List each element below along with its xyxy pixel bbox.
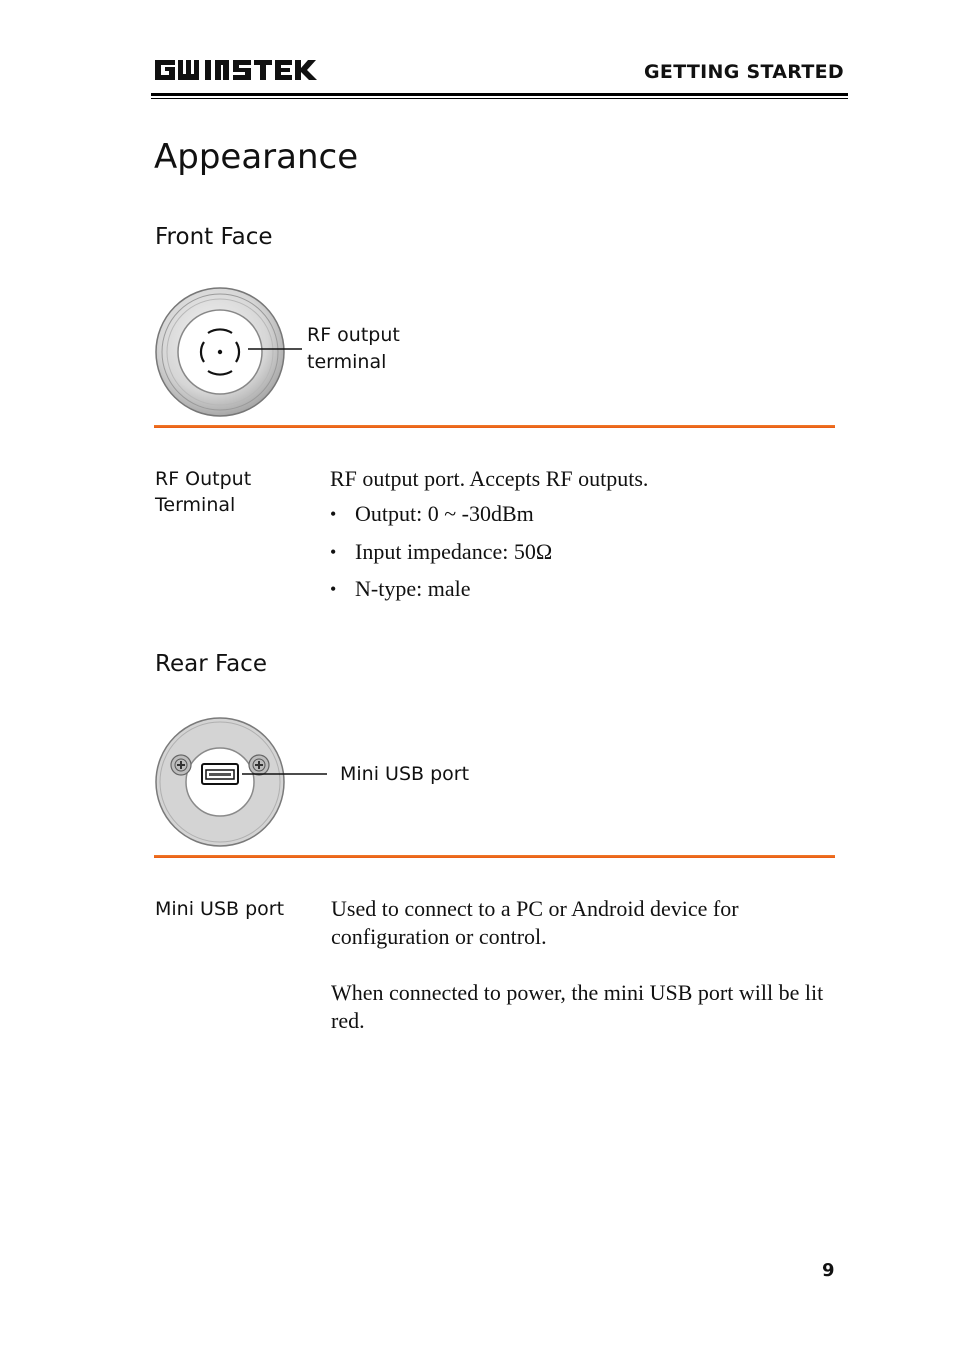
front-face-heading: Front Face <box>155 224 273 250</box>
page-number: 9 <box>822 1260 835 1281</box>
list-item: • N-type: male <box>330 575 835 603</box>
mini-usb-power-note: When connected to power, the mini USB port will be lit red. <box>331 980 824 1033</box>
rear-face-heading: Rear Face <box>155 651 267 677</box>
list-item: • Input impedance: 50Ω <box>330 538 835 566</box>
n-type-rf-connector-icon <box>150 282 310 422</box>
header-rule-thin <box>151 98 848 99</box>
list-item: • Output: 0 ~ -30dBm <box>330 500 835 528</box>
rf-output-terminal-label: RF output terminal <box>307 324 400 373</box>
section-divider <box>154 425 835 428</box>
section-title: GETTING STARTED <box>644 61 844 83</box>
mini-usb-description: Used to connect to a PC or Android device for configuration or control. <box>331 896 739 949</box>
mini-usb-port-label: Mini USB port <box>340 763 470 785</box>
rf-output-description: RF output port. Accepts RF outputs. <box>330 466 649 491</box>
rf-output-spec-list <box>330 500 835 613</box>
mini-usb-port-term: Mini USB port <box>155 898 285 920</box>
section-divider <box>154 855 835 858</box>
gw-instek-logo <box>153 56 323 84</box>
rf-output-terminal-term: RF Output Terminal <box>155 468 252 516</box>
mini-usb-port-icon <box>150 712 335 852</box>
page-title: Appearance <box>154 137 359 177</box>
header-rule <box>151 93 848 96</box>
